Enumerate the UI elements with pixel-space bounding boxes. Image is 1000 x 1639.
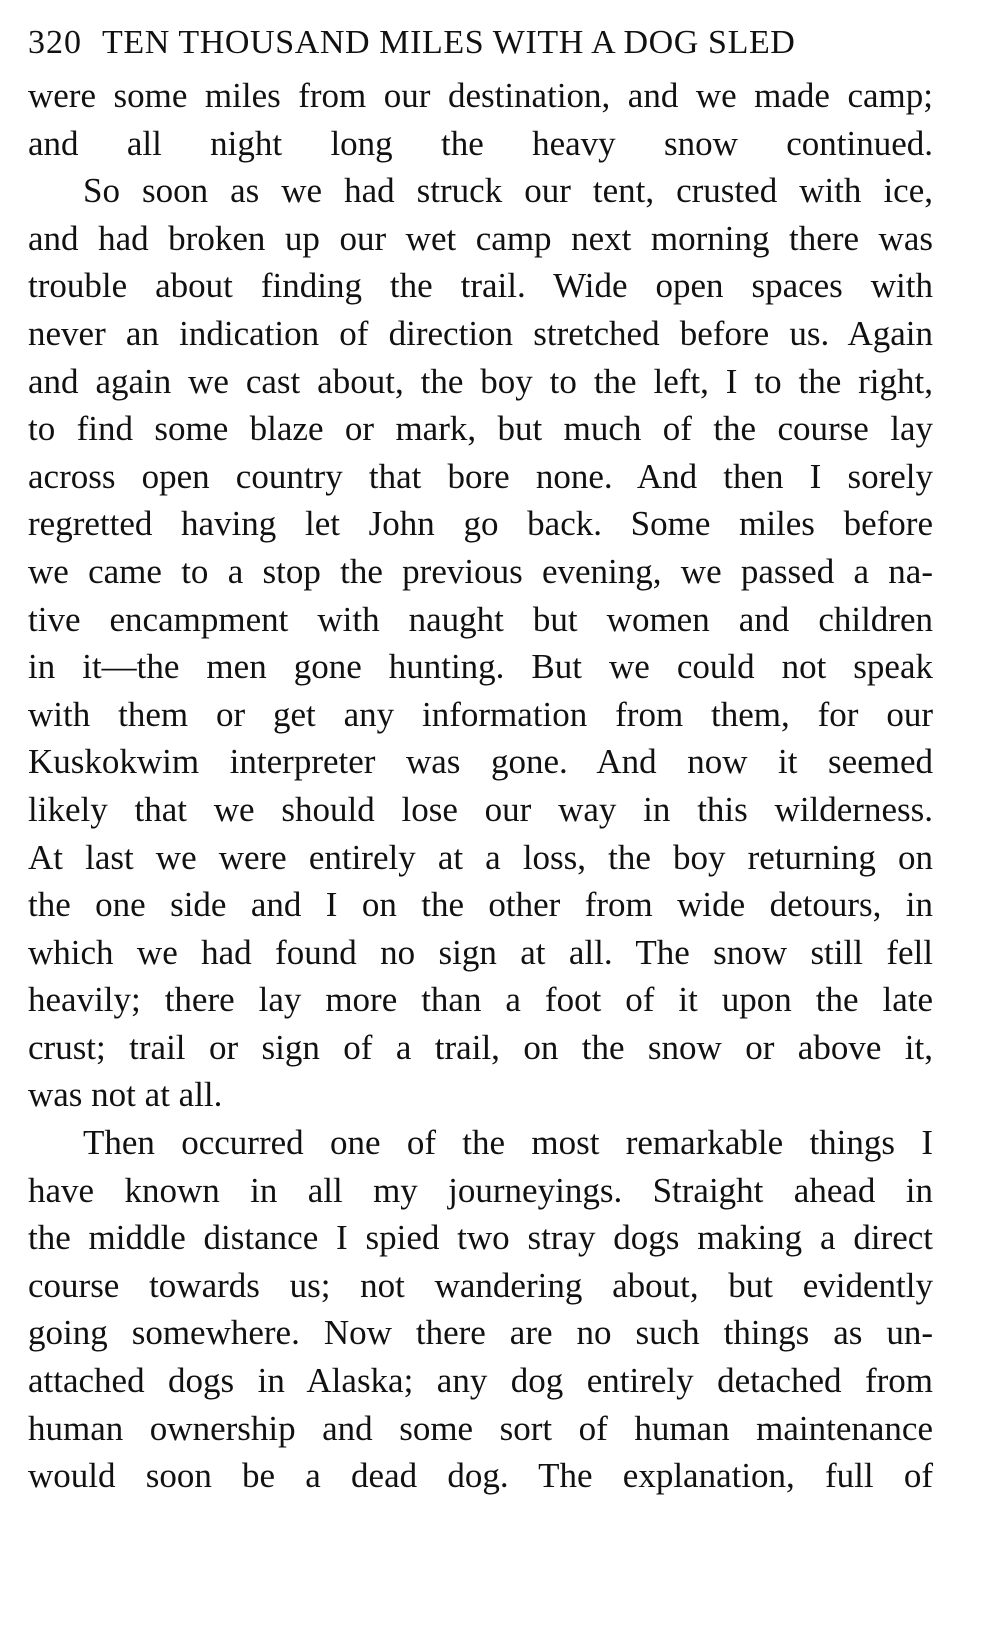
text-line: and had broken up our wet camp next morning there was [28,218,933,258]
text-line: the one side and I on the other from wide detours, in [28,885,933,925]
text-line: At last we were entirely at a loss, the boy returning on [28,837,933,877]
body-text [28,72,933,1500]
text-line: with them or get any information from them, for our [28,694,933,734]
paragraph [28,167,933,1119]
book-page [28,0,933,1500]
text-line: crust; trail or sign of a trail, on the snow or above it, [28,1027,933,1067]
page-number: 320 [28,24,82,61]
text-line: course towards us; not wandering about, but evidently [28,1265,933,1305]
text-line: were some miles from our destination, and we made camp; [28,76,933,115]
paragraph [28,72,933,167]
text-line: in it—the men gone hunting. But we could not speak [28,647,933,687]
text-line: and all night long the heavy snow continued. [28,123,933,163]
text-line: So soon as we had struck our tent, crusted with ice, [83,171,933,211]
text-line: likely that we should lose our way in this wilderness. [28,789,933,829]
text-line: would soon be a dead dog. The explanation, full of [28,1456,933,1496]
text-line: regretted having let John go back. Some miles before [28,504,933,544]
text-line: Then occurred one of the most remarkable things I [83,1123,933,1163]
text-line: heavily; there lay more than a foot of it upon the late [28,980,933,1020]
text-line: going somewhere. Now there are no such things as un- [28,1313,933,1353]
text-line: to find some blaze or mark, but much of the course lay [28,409,933,449]
page-header [28,0,933,62]
text-line: attached dogs in Alaska; any dog entirely detached from [28,1361,933,1401]
text-line: tive encampment with naught but women and children [28,599,933,639]
paragraph [28,1119,933,1500]
text-line: trouble about finding the trail. Wide open spaces with [28,266,933,306]
text-line: never an indication of direction stretched before us. Again [28,313,933,353]
text-line: have known in all my journeyings. Straight ahead in [28,1170,933,1210]
text-line: and again we cast about, the boy to the left, I to the right, [28,361,933,401]
text-line: across open country that bore none. And then I sorely [28,456,933,496]
running-title: TEN THOUSAND MILES WITH A DOG SLED [102,24,796,61]
text-line: the middle distance I spied two stray dogs making a direct [28,1218,933,1258]
text-line: Kuskokwim interpreter was gone. And now it seemed [28,742,933,782]
text-line: human ownership and some sort of human maintenance [28,1408,933,1448]
text-line: which we had found no sign at all. The snow still fell [28,932,933,972]
text-line: we came to a stop the previous evening, we passed a na- [28,551,933,591]
text-line: was not at all. [28,1075,223,1115]
